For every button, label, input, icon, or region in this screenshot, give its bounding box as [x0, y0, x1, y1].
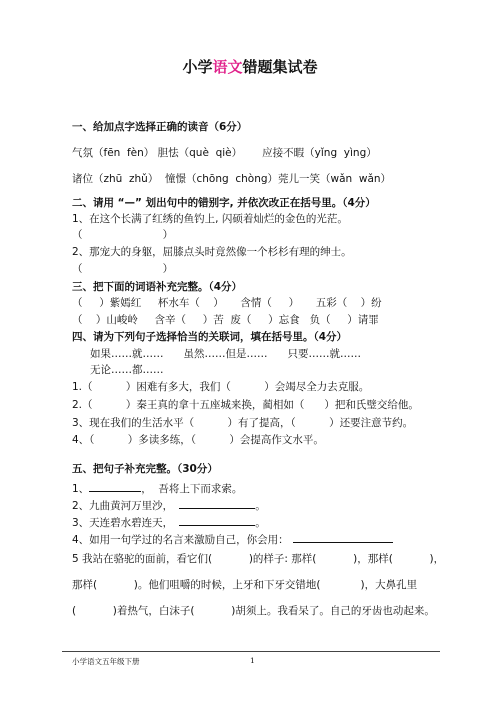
footer-divider [62, 651, 440, 652]
question-1-row-2: 诸位（zhū zhǔ） 憧憬（chōng chòng）莞儿一笑（wǎn wǎn） [72, 173, 392, 185]
question-2-answer-2: （ ） [72, 263, 174, 275]
section-4-heading: 四、请为下列句子选择恰当的关联词，填在括号里。（4分） [72, 331, 348, 343]
answer-blank[interactable] [179, 514, 255, 526]
footer-label: 小学语文五年级下册 [72, 657, 140, 666]
question-1-row-1: 气氛（fēn fèn） 胆怯（què qiè） 应接不暇（yǐng yìng） [72, 147, 377, 159]
question-5-item-2: 2、九曲黄河万里沙， 。 [72, 497, 266, 513]
question-2-item-1: 1、在这个长满了红绣的鱼钓上, 闪硕着灿烂的金色的光茫。 [72, 213, 348, 225]
answer-blank[interactable] [179, 497, 255, 509]
page-number: 1 [250, 656, 255, 665]
section-1-heading: 一、给加点字选择正确的读音（6分） [72, 121, 248, 133]
question-3-row-2: （ ）山峻岭 含辛（ ）苦 废（ ）忘食 负（ ）请罪 [72, 314, 379, 326]
question-5-item-3: 3、天连碧水碧连天， 。 [72, 514, 266, 530]
question-4-item-3: 3、现在我们的生活水平（ ）有了提高，（ ）还要注意节约。 [72, 417, 414, 429]
question-3-row-1: （ ）紫嫣红 杯水车（ ） 含情（ ） 五彩（ ）纷 [72, 297, 382, 309]
passage-line-3: ( )着热气，白沫子( )胡须上。我看呆了。自己的牙齿也动起来。 [72, 605, 435, 617]
passage-line-1: 5 我站在骆驼的面前，看它们( )的样子: 那样( )，那样( )， [72, 553, 445, 565]
section-2-heading: 二、请用 “—” 划出句中的错别字, 并依次改正在括号里。（4分） [72, 197, 376, 209]
section-5-heading: 五、把句子补充完整。（30分） [72, 463, 218, 475]
question-4-item-2: 2.（ ）秦王真的拿十五座城来换，蔺相如（ ）把和氏璧交给他。 [72, 399, 419, 411]
page-title: 小学语文错题集试卷 [182, 58, 318, 76]
answer-blank[interactable] [89, 480, 141, 492]
connectives-row-2: 无论……都…… [90, 364, 164, 376]
question-5-item-4: 4、如用一句学过的名言来激励自己，你会用： [72, 531, 393, 547]
section-3-heading: 三、把下面的词语补充完整。（4分） [72, 281, 243, 293]
answer-blank[interactable] [293, 531, 393, 543]
passage-line-2: 那样( )。他们咀嚼的时候，上牙和下牙交错地( )，大鼻孔里 [72, 579, 418, 591]
question-2-item-2: 2、那宠大的身躯，屈膝点头时竟然像一个杉杉有理的绅士。 [72, 246, 352, 258]
connectives-row-1: 如果……就…… 虽然……但是…… 只要……就…… [90, 348, 362, 360]
question-5-item-1: 1、 ， 吾将上下而求索。 [72, 480, 242, 496]
question-4-item-1: 1.（ ）困难有多大，我们（ ）会竭尽全力去克服。 [72, 381, 370, 393]
question-4-item-4: 4、（ ）多读多练，（ ）会提高作文水平。 [72, 434, 324, 446]
question-2-answer-1: （ ） [72, 229, 174, 241]
